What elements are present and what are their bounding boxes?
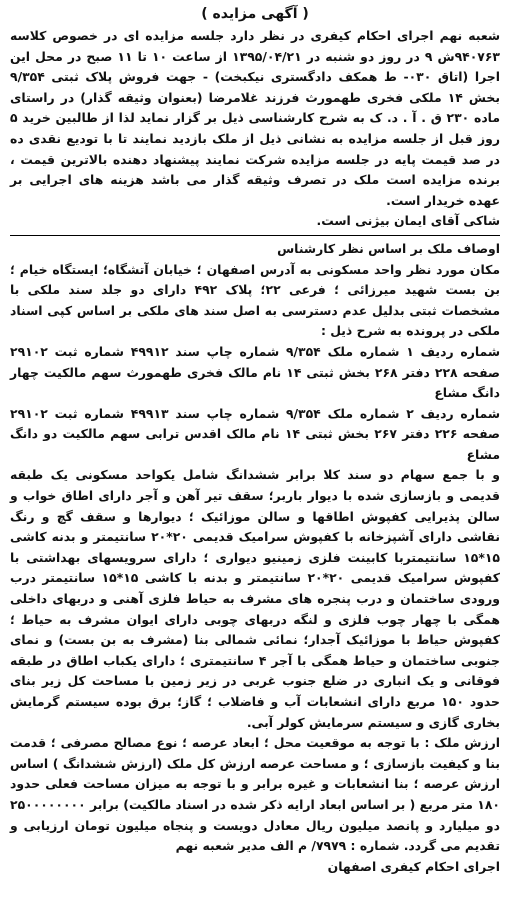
section-divider <box>10 235 500 236</box>
deed-record-1: شماره ردیف ۱ شماره ملک ۹/۳۵۴ شماره چاپ سند ۴۹۹۱۲ شماره ثبت ۲۹۱۰۲ صفحه ۲۲۸ دفتر ۲۶۸ بخش ثبتی ۱۴ نام مالک فخری طهمورث سهم مالکیت چهار دانگ مشاع <box>10 343 501 401</box>
property-location: مکان مورد نظر واحد مسکونی به آدرس اصفهان ؛ خیابان آتشگاه؛ ایستگاه خیام ؛ بن بست شهید میرزائی ؛ فرعی ۲۲؛ پلاک ۴۹۲ دارای دو جلد سند ملکی با مشخصات ثبتی بدلیل عدم دسترسی به اصل سند های ملکی بر اساس کپی اسناد ملکی در پرونده به شرح ذیل : <box>10 261 500 339</box>
plaintiff-line: شاکی آقای ایمان بیژنی است. <box>316 213 500 229</box>
issuer-signature: اجرای احکام کیفری اصفهان <box>327 858 500 874</box>
notice-title: ( آگهی مزایده ) <box>201 6 309 22</box>
building-description: و با جمع سهام دو سند کلا برابر ششدانگ شامل یکواحد مسکونی یک طبقه قدیمی و بازسازی شده با دیوار باربر؛ سقف تیر آهن و آجر دارای اطاق خواب و سالن پذیرایی کفپوش اطاقها و سالن موزائیک ؛ دیوارها و سقف گچ و رنگ نقاشی دارای آشپزخانه با کفپوش سرامیک قدیمی ۲۰*۲۰ سانتیمتر و بدنه کاشی ۱۵*۱۵ سانتیمتربا کابینت فلزی زمینیو دیواری ؛ دارای سرویسهای بهداشتی با کفپوش سرامیک قدیمی ۲۰*۲۰ سانتیمتر و بدنه با کاشی ۱۵*۱۵ سانتیمتر درب ورودی ساختمان و درب پنجره های مشرف به حیاط فلزی آهنی و دربهای داخلی همگی با چهار چوب فلزی و لنگه دربهای چوبی دارای ایوان مشرف به حیاط ؛ کفپوش حیاط با موزائیک آجدار؛ نمائی شمالی بنا (مشرف به بن بست) و نمای جنوبی ساختمان و حیاط همگی با آجر ۴ سانتیمتری ؛ دارای یکباب اطاق در طبقه فوقانی و یک انباری در ضلع جنوب غربی در زیر زمین با مساحت کل زیر بنای حدود ۱۵۰ مربع دارای انشعابات آب و فاضلاب ؛ گاز؛ برق بوده سیستم گرمایش بخاری گازی و سیستم سرمایش کولر آبی. <box>10 467 501 730</box>
notice-intro: شعبه نهم اجرای احکام کیفری در نظر دارد جلسه مزایده ای در خصوص کلاسه ۹۴۰۷۶۳ش ۹ در روز دو شنبه در ۱۳۹۵/۰۴/۲۱ از ساعت ۱۰ تا ۱۱ صبح در محل این اجرا (اتاق ۰۳۰- ط همکف دادگستری نیکبخت) - جهت فروش پلاک ثبتی ۹/۳۵۴ بخش ۱۴ ملکی فخری طهمورث فرزند غلامرضا (بعنوان وثیقه گذار) در راستای ماده ۲۳۰ ق . آ . د. ک به شرح کارشناسی ذیل بر گزار نماید لذا از طالبین خرید ۵ روز قبل از جلسه مزایده به نشانی ذیل از ملک بازدید نمایند تا با تودیع نقدی ده در صد قیمت پایه در جلسه مزایده شرکت نمایند پیشنهاد دهنده بالاترین قیمت ، برنده مزایده است ملک در تصرف وثیقه گذار می باشد هزینه های اجرایی بر عهده خریدار است. <box>10 28 501 208</box>
property-valuation: ارزش ملک : با توجه به موقعیت محل ؛ ابعاد عرصه ؛ نوع مصالح مصرفی ؛ قدمت بنا و کیفیت بازسازی ؛ و مساحت عرصه ارزش کل ملک (ارزش ششدانگ ) اساس ارزش عرصه ؛ بنا انشعابات و غیره برابر و با توجه به میزان مساحت فعلی حدود ۱۸۰ متر مربع ( بر اساس ابعاد ارایه ذکر شده در اسناد مالکیت) برابر ۲۵۰۰۰۰۰۰۰۰ دو میلیارد و پانصد میلیون ریال معادل دویست و پنجاه میلیون تومان ارزیابی و تقدیم می گردد. شماره : ۷۹۷۹/ م الف مدیر شعبه نهم <box>10 735 500 854</box>
deed-record-2: شماره ردیف ۲ شماره ملک ۹/۳۵۴ شماره چاپ سند ۴۹۹۱۳ شماره ثبت ۲۹۱۰۲ صفحه ۲۲۶ دفتر ۲۶۷ بخش ثبتی ۱۴ نام مالک اقدس ترابی سهم مالکیت دو دانگ مشاع <box>10 405 501 462</box>
description-heading: اوصاف ملک بر اساس نظر کارشناس <box>277 240 500 256</box>
